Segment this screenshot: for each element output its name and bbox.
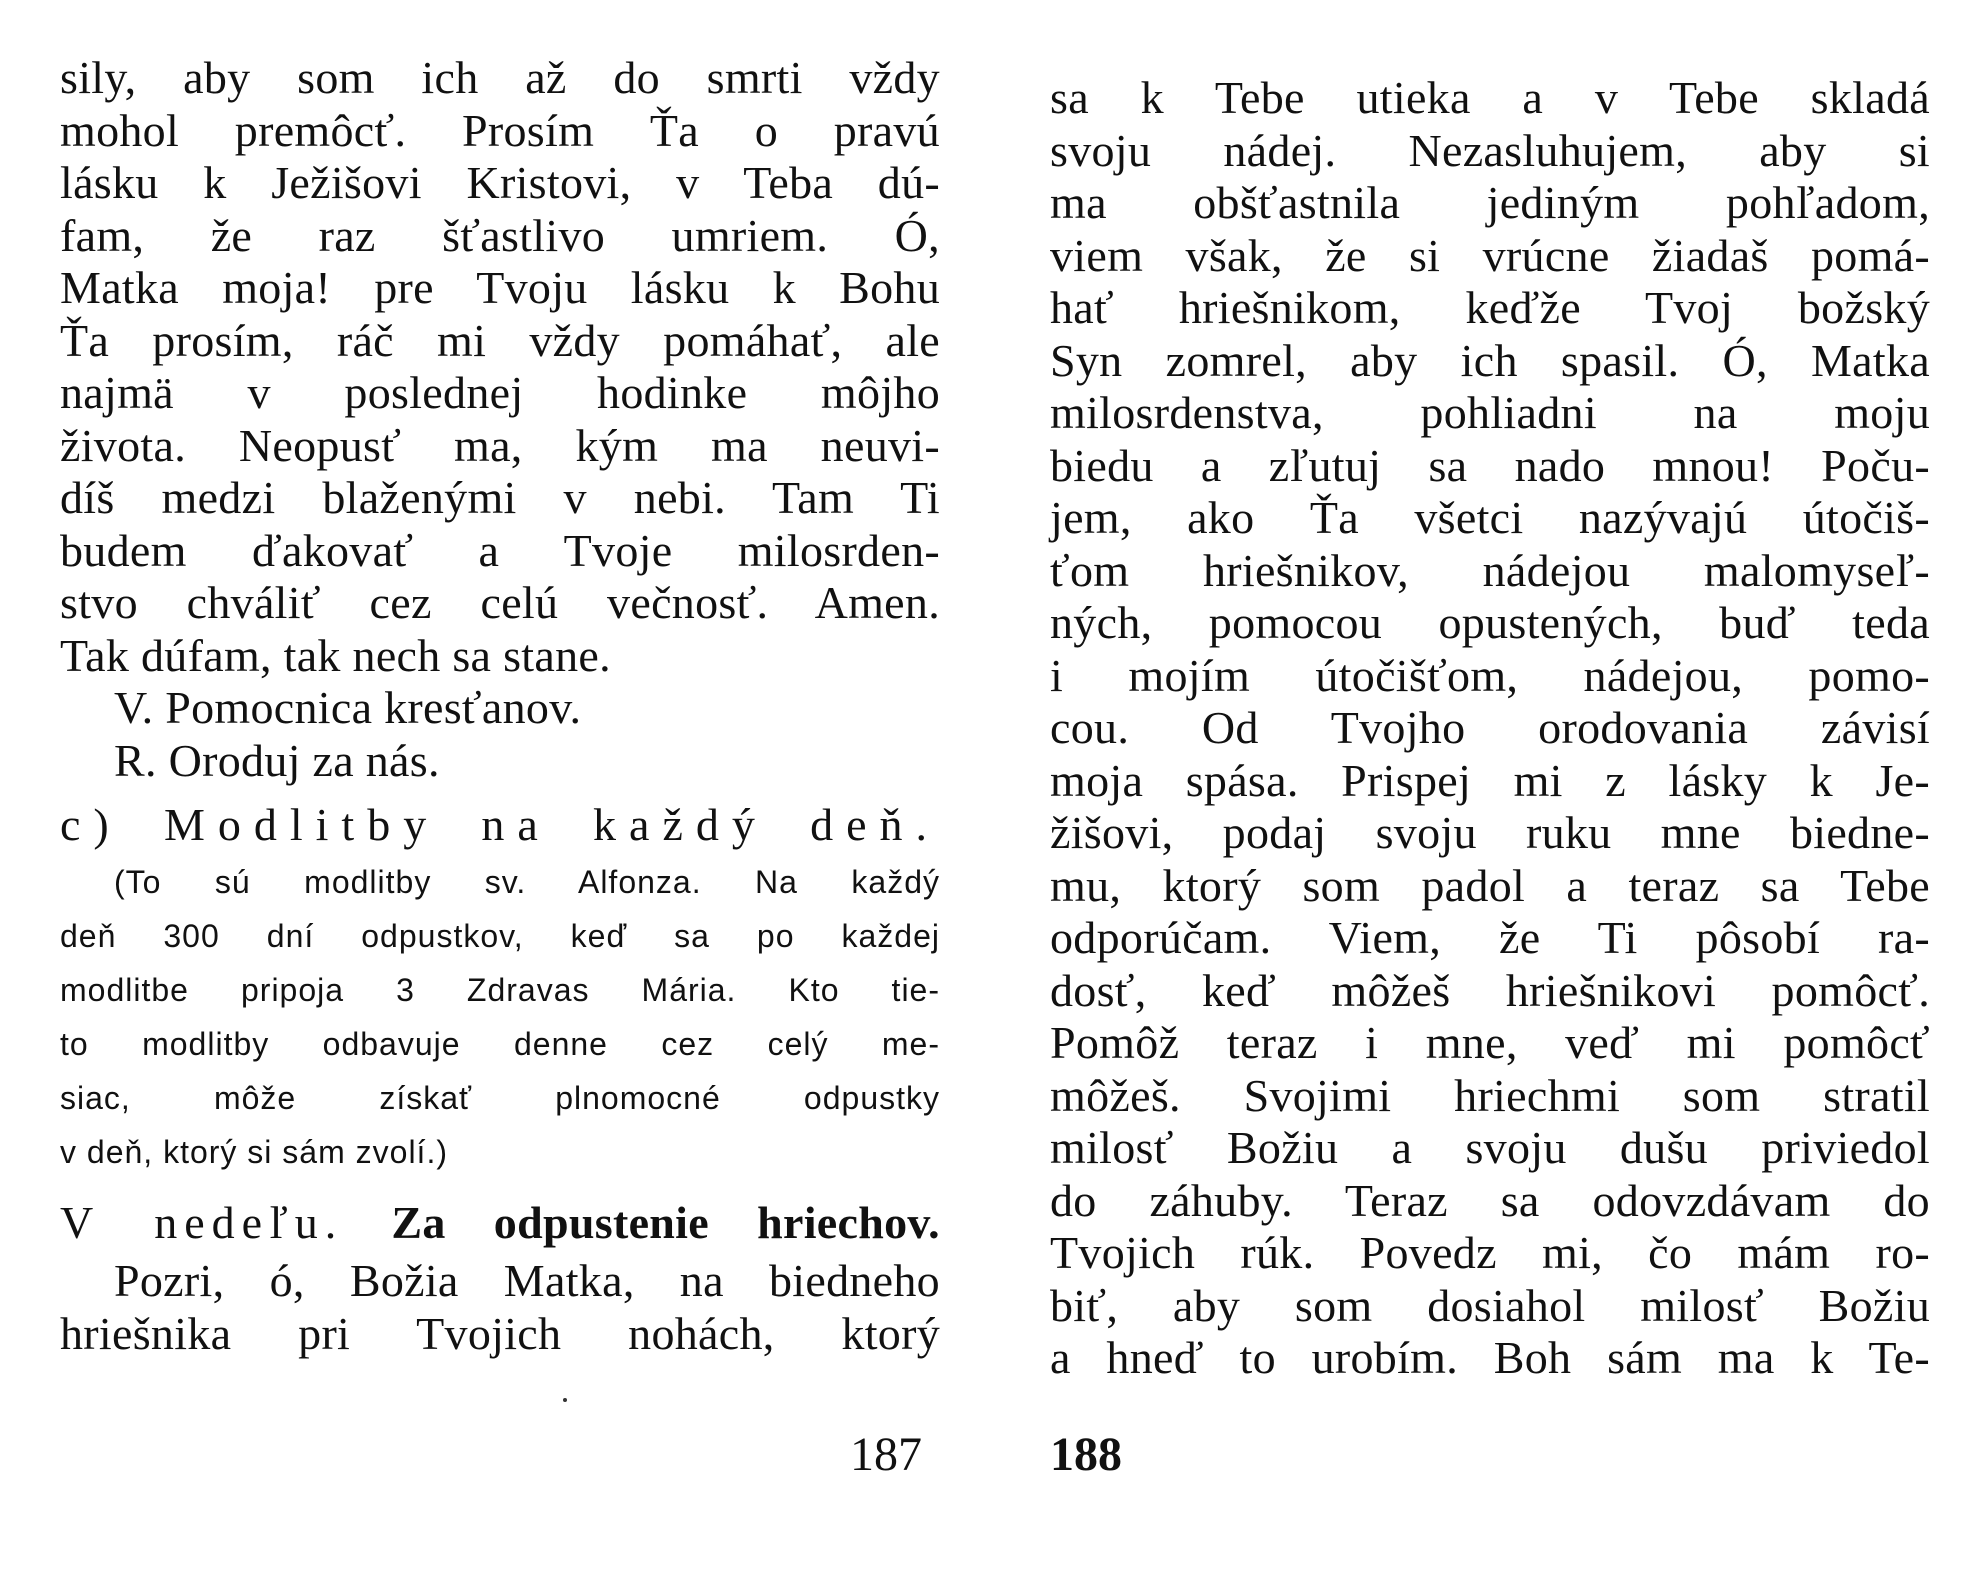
text-line: díš medzi blaženými v nebi. Tam Ti: [60, 472, 940, 523]
page-number-left: 187: [850, 1428, 922, 1481]
text-line: svoju nádej. Nezasluhujem, aby si: [1050, 124, 1930, 176]
text-line: Pozri, ó, Božia Matka, na biedneho: [114, 1255, 940, 1306]
text-line: života. Neopusť ma, kým ma neuvi-: [60, 419, 940, 471]
page-number-right: 188: [1050, 1428, 1122, 1481]
text-line: moja spása. Prispej mi z lásky k Je-: [1050, 754, 1930, 806]
text-line: hať hriešnikom, keďže Tvoj božský: [1050, 282, 1930, 333]
note-line: siac, môže získať plnomocné odpustky: [60, 1080, 940, 1116]
note-line: deň 300 dní odpustkov, keď sa po každej: [60, 918, 940, 954]
text-line: Pomôž teraz i mne, veď mi pomôcť: [1050, 1017, 1930, 1068]
text-line: sa k Tebe utieka a v Tebe skladá: [1050, 72, 1930, 123]
text-line: fam, že raz šťastlivo umriem. Ó,: [60, 209, 940, 261]
text-line: biedu a zľutuj sa nado mnou! Poču-: [1050, 439, 1930, 491]
prayer-heading: [60, 1191, 940, 1255]
text-line: jem, ako Ťa všetci nazývajú útočiš-: [1050, 492, 1930, 543]
text-line: mu, ktorý som padol a teraz sa Tebe: [1050, 859, 1930, 911]
response: R. Oroduj za nás.: [114, 734, 440, 786]
versicle: V. Pomocnica kresťanov.: [114, 682, 582, 733]
left-paragraph-a: [60, 52, 940, 682]
text-line: milosrdenstva, pohliadni na moju: [1050, 387, 1930, 438]
text-line: môžeš. Svojimi hriechmi som stratil: [1050, 1069, 1930, 1121]
text-line: Syn zomrel, aby ich spasil. Ó, Matka: [1050, 334, 1930, 386]
text-line: stvo chváliť cez celú večnosť. Amen.: [60, 577, 940, 628]
note-line: v deň, ktorý si sám zvolí.): [60, 1134, 448, 1170]
right-paragraph: [1050, 72, 1930, 1385]
left-paragraph-b: [60, 1255, 940, 1360]
text-line: najmä v poslednej hodinke môjho: [60, 367, 940, 418]
heading-day: V nedeľu.: [60, 1197, 344, 1248]
text-line: i mojím útočišťom, nádejou, pomo-: [1050, 649, 1930, 701]
left-page: [60, 0, 940, 1552]
text-line: hriešnika pri Tvojich nohách, ktorý: [60, 1307, 940, 1359]
text-line: ných, pomocou opustených, buď teda: [1050, 597, 1930, 648]
text-line: viem však, že si vrúcne žiadaš pomá-: [1050, 229, 1930, 281]
note-line: (To sú modlitby sv. Alfonza. Na každý: [114, 864, 940, 900]
text-line: biť, aby som dosiahol milosť Božiu: [1050, 1279, 1930, 1331]
text-line: do záhuby. Teraz sa odovzdávam do: [1050, 1174, 1930, 1226]
text-line: budem ďakovať a Tvoje milosrden-: [60, 524, 940, 576]
section-title: c) Modlitby na každý deň.: [60, 799, 940, 850]
text-line: ťom hriešnikov, nádejou malomyseľ-: [1050, 544, 1930, 596]
text-line: Tvojich rúk. Povedz mi, čo mám ro-: [1050, 1227, 1930, 1278]
text-line: a hneď to urobím. Boh sám ma k Te-: [1050, 1332, 1930, 1383]
text-line: Tak dúfam, tak nech sa stane.: [60, 629, 611, 681]
text-line: milosť Božiu a svoju dušu priviedol: [1050, 1122, 1930, 1173]
text-line: dosť, keď môžeš hriešnikovi pomôcť.: [1050, 964, 1930, 1016]
note-paragraph: [60, 855, 940, 1179]
text-line: ma obšťastnila jediným pohľadom,: [1050, 177, 1930, 228]
heading-title: Za odpustenie hriechov.: [391, 1197, 940, 1248]
note-line: modlitbe pripoja 3 Zdravas Mária. Kto tie-: [60, 972, 940, 1008]
text-line: sily, aby som ich až do smrti vždy: [60, 52, 940, 103]
text-line: cou. Od Tvojho orodovania závisí: [1050, 702, 1930, 753]
note-line: to modlitby odbavuje denne cez celý me-: [60, 1026, 940, 1062]
text-line: lásku k Ježišovi Kristovi, v Teba dú-: [60, 157, 940, 208]
text-line: odporúčam. Viem, že Ti pôsobí ra-: [1050, 912, 1930, 963]
text-line: žišovi, podaj svoju ruku mne biedne-: [1050, 807, 1930, 858]
text-line: mohol premôcť. Prosím Ťa o pravú: [60, 104, 940, 156]
print-speck: [563, 1398, 567, 1402]
text-line: Ťa prosím, ráč mi vždy pomáhať, ale: [60, 314, 940, 366]
right-page: [1050, 0, 1930, 1572]
text-line: Matka moja! pre Tvoju lásku k Bohu: [60, 262, 940, 313]
